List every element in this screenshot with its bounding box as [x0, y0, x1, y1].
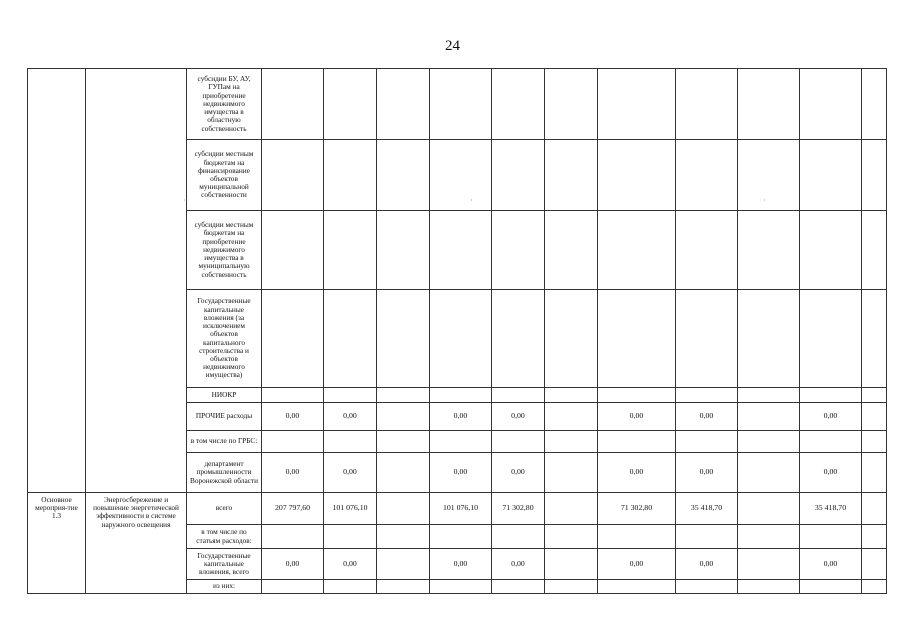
value-cell — [324, 580, 377, 594]
value-cell — [545, 290, 598, 388]
value-cell — [862, 431, 887, 453]
value-cell: 101 076,10 — [430, 493, 492, 525]
value-cell — [377, 69, 430, 140]
value-cell: 0,00 — [676, 549, 738, 580]
value-cell: 0,00 — [598, 453, 676, 493]
value-cell: 0,00 — [262, 403, 324, 431]
value-cell — [377, 403, 430, 431]
row-label: Государственные капитальные вложения, всего — [187, 549, 262, 580]
value-cell — [430, 431, 492, 453]
value-cell — [738, 211, 800, 290]
value-cell — [800, 69, 862, 140]
row-label: субсидии местным бюджетам на приобретение недвижимого имущества в муниципальную собственность — [187, 211, 262, 290]
value-cell — [676, 388, 738, 403]
value-cell — [492, 211, 545, 290]
value-cell — [430, 290, 492, 388]
value-cell: 35 418,70 — [800, 493, 862, 525]
scan-mark: · — [763, 196, 766, 205]
budget-table — [27, 68, 887, 594]
value-cell — [262, 525, 324, 549]
value-cell — [862, 403, 887, 431]
value-cell — [545, 140, 598, 211]
value-cell — [377, 493, 430, 525]
value-cell — [676, 211, 738, 290]
value-cell: 101 076,10 — [324, 493, 377, 525]
value-cell — [738, 580, 800, 594]
value-cell — [676, 580, 738, 594]
value-cell — [738, 69, 800, 140]
value-cell — [377, 525, 430, 549]
measure-name: Энергосбережение и повышение энергетической эффективности в системе наружного освещения — [86, 493, 187, 594]
value-cell — [262, 431, 324, 453]
measure-code: Основное мероприя-тие 1.3 — [28, 493, 86, 594]
value-cell — [862, 69, 887, 140]
value-cell — [430, 140, 492, 211]
value-cell — [492, 388, 545, 403]
value-cell — [862, 290, 887, 388]
value-cell — [545, 211, 598, 290]
value-cell — [598, 290, 676, 388]
value-cell — [738, 549, 800, 580]
row-label: из них: — [187, 580, 262, 594]
value-cell — [324, 290, 377, 388]
value-cell: 0,00 — [492, 403, 545, 431]
value-cell — [862, 525, 887, 549]
value-cell — [430, 211, 492, 290]
table-row — [28, 69, 887, 140]
row-label: ПРОЧИЕ расходы — [187, 403, 262, 431]
value-cell: 0,00 — [800, 453, 862, 493]
value-cell — [377, 211, 430, 290]
value-cell — [598, 69, 676, 140]
value-cell: 71 302,80 — [598, 493, 676, 525]
value-cell — [430, 69, 492, 140]
row-label: Государственные капитальные вложения (за исключением объектов капитального строительства и объектов недвижимого имущества) — [187, 290, 262, 388]
value-cell — [492, 290, 545, 388]
value-cell — [545, 431, 598, 453]
value-cell — [738, 493, 800, 525]
value-cell — [324, 431, 377, 453]
value-cell — [676, 431, 738, 453]
value-cell — [377, 388, 430, 403]
value-cell: 0,00 — [598, 549, 676, 580]
value-cell — [862, 211, 887, 290]
value-cell — [800, 211, 862, 290]
value-cell — [598, 580, 676, 594]
value-cell — [324, 388, 377, 403]
value-cell — [738, 525, 800, 549]
value-cell — [377, 431, 430, 453]
value-cell: 0,00 — [676, 403, 738, 431]
value-cell — [545, 549, 598, 580]
scan-mark: · — [183, 196, 186, 205]
value-cell — [545, 493, 598, 525]
value-cell — [545, 69, 598, 140]
value-cell — [800, 140, 862, 211]
value-cell: 0,00 — [492, 453, 545, 493]
value-cell: 0,00 — [800, 403, 862, 431]
value-cell — [800, 431, 862, 453]
value-cell — [262, 140, 324, 211]
empty-merged-cell — [86, 69, 187, 493]
empty-merged-cell — [28, 69, 86, 493]
value-cell — [598, 388, 676, 403]
value-cell: 0,00 — [324, 453, 377, 493]
value-cell — [676, 290, 738, 388]
value-cell — [377, 549, 430, 580]
value-cell — [262, 388, 324, 403]
table-row — [28, 493, 887, 525]
value-cell: 0,00 — [430, 403, 492, 431]
value-cell — [676, 525, 738, 549]
value-cell — [430, 388, 492, 403]
value-cell: 0,00 — [800, 549, 862, 580]
value-cell — [862, 388, 887, 403]
value-cell — [324, 140, 377, 211]
row-label: департамент промышленности Воронежской области — [187, 453, 262, 493]
value-cell: 71 302,80 — [492, 493, 545, 525]
row-label: субсидии местным бюджетам на финансирование объектов муниципальной собственности — [187, 140, 262, 211]
value-cell — [492, 580, 545, 594]
value-cell: 0,00 — [430, 453, 492, 493]
value-cell: 0,00 — [676, 453, 738, 493]
value-cell — [862, 580, 887, 594]
value-cell — [676, 140, 738, 211]
row-label: НИОКР — [187, 388, 262, 403]
value-cell — [738, 140, 800, 211]
value-cell — [545, 580, 598, 594]
value-cell — [598, 525, 676, 549]
value-cell: 0,00 — [598, 403, 676, 431]
value-cell — [492, 431, 545, 453]
value-cell — [377, 580, 430, 594]
value-cell — [862, 453, 887, 493]
value-cell — [377, 140, 430, 211]
value-cell — [324, 211, 377, 290]
value-cell: 0,00 — [430, 549, 492, 580]
value-cell — [545, 453, 598, 493]
value-cell — [377, 453, 430, 493]
value-cell — [377, 290, 430, 388]
value-cell — [324, 525, 377, 549]
value-cell — [492, 525, 545, 549]
value-cell — [862, 549, 887, 580]
value-cell: 0,00 — [324, 403, 377, 431]
value-cell — [738, 453, 800, 493]
value-cell — [492, 140, 545, 211]
value-cell — [492, 69, 545, 140]
value-cell — [430, 525, 492, 549]
value-cell — [262, 290, 324, 388]
row-label: всего — [187, 493, 262, 525]
value-cell — [738, 388, 800, 403]
row-label: в том числе по статьям расходов: — [187, 525, 262, 549]
value-cell — [262, 580, 324, 594]
value-cell — [545, 403, 598, 431]
value-cell — [598, 140, 676, 211]
value-cell — [800, 580, 862, 594]
scan-mark: · — [470, 196, 473, 205]
value-cell — [738, 431, 800, 453]
value-cell — [862, 493, 887, 525]
page-number: 24 — [445, 38, 460, 54]
value-cell — [862, 140, 887, 211]
value-cell — [430, 580, 492, 594]
value-cell — [545, 388, 598, 403]
value-cell — [324, 69, 377, 140]
value-cell: 0,00 — [262, 453, 324, 493]
value-cell — [676, 69, 738, 140]
value-cell: 0,00 — [262, 549, 324, 580]
value-cell: 35 418,70 — [676, 493, 738, 525]
value-cell: 207 797,60 — [262, 493, 324, 525]
value-cell — [545, 525, 598, 549]
value-cell — [800, 290, 862, 388]
value-cell — [738, 290, 800, 388]
value-cell — [262, 211, 324, 290]
value-cell — [598, 211, 676, 290]
row-label: субсидии БУ, АУ, ГУПам на приобретение недвижимого имущества в областную собственность — [187, 69, 262, 140]
row-label: в том числе по ГРБС: — [187, 431, 262, 453]
value-cell — [800, 388, 862, 403]
value-cell: 0,00 — [492, 549, 545, 580]
value-cell — [598, 431, 676, 453]
value-cell — [800, 525, 862, 549]
value-cell — [262, 69, 324, 140]
value-cell — [738, 403, 800, 431]
value-cell: 0,00 — [324, 549, 377, 580]
